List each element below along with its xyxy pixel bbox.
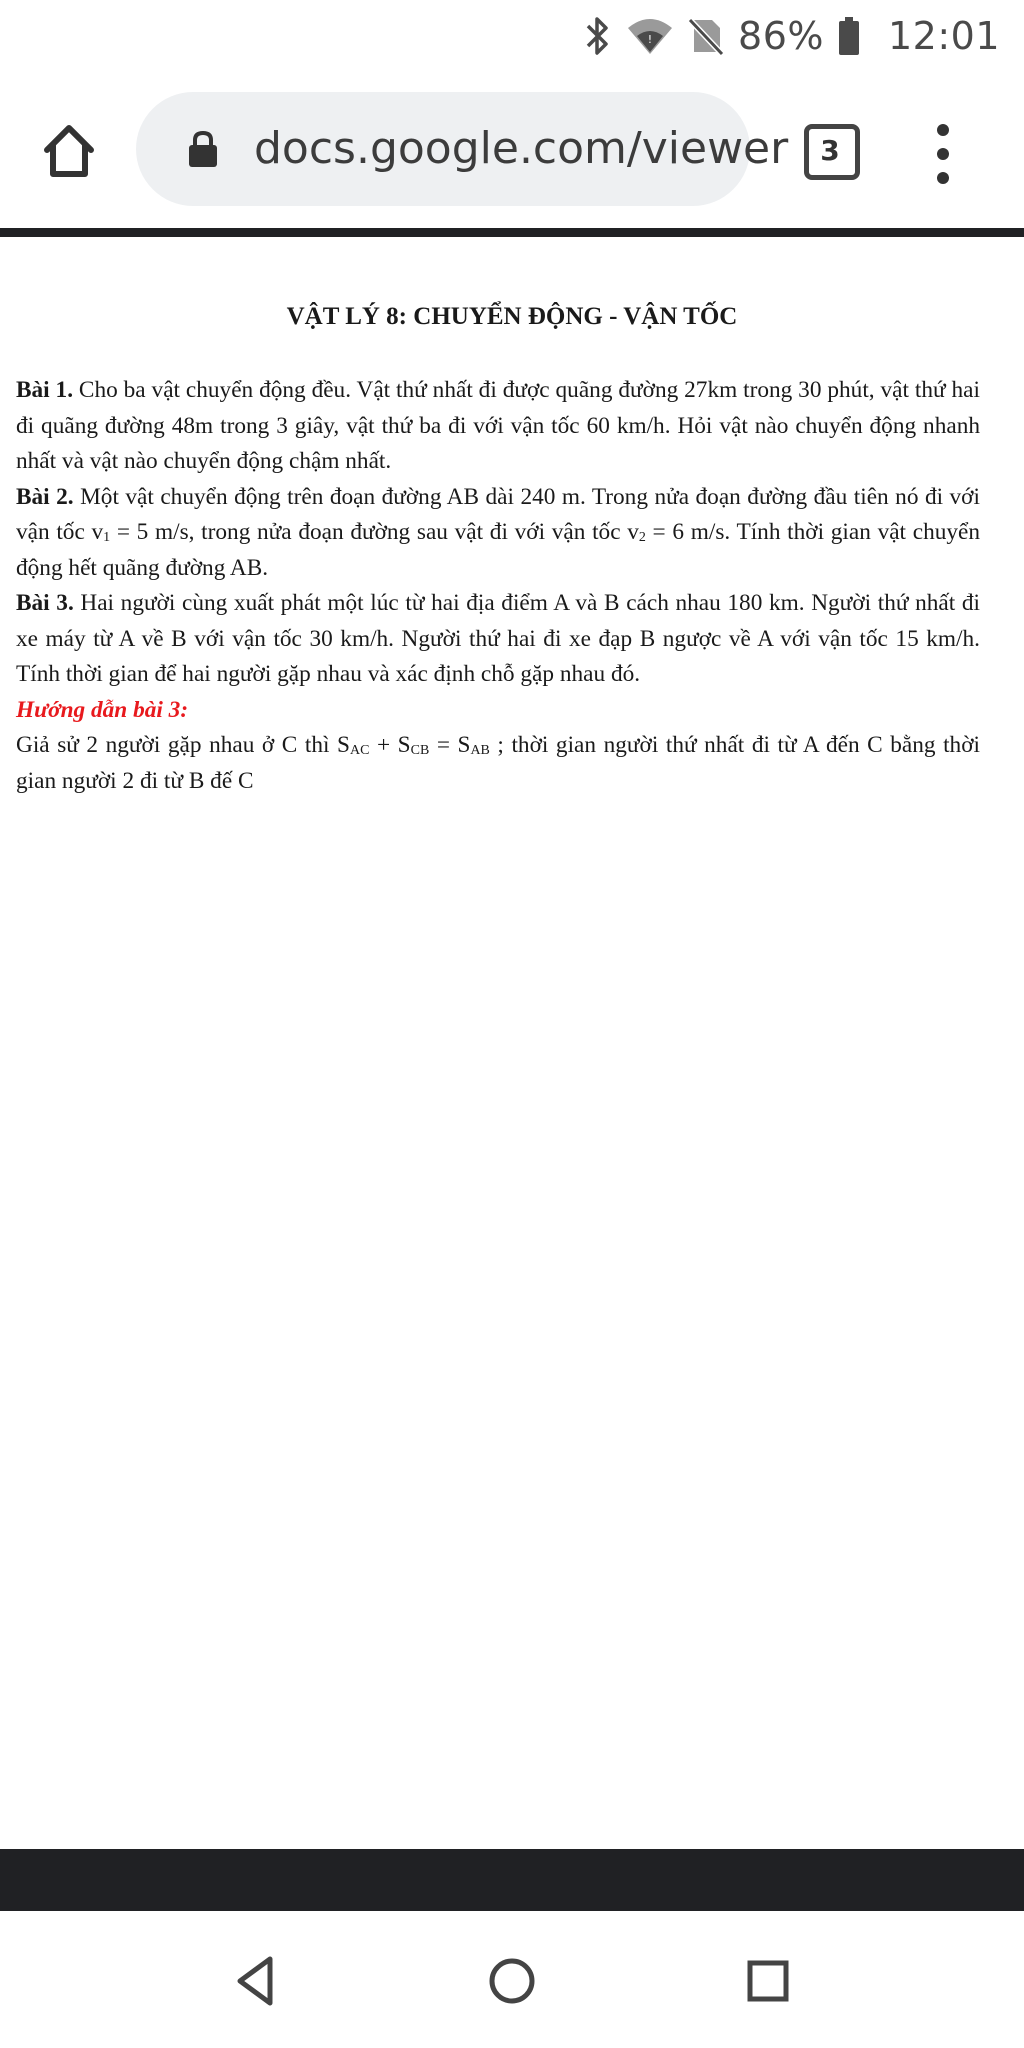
recents-icon: [738, 1951, 798, 2011]
nav-back-button[interactable]: [226, 1951, 286, 2011]
guide-text: [16, 728, 980, 799]
more-vert-icon: [928, 118, 958, 190]
subscript-ac: AC: [350, 743, 370, 758]
wifi-icon: [626, 16, 674, 56]
guide-heading: Hướng dẫn bài 3:: [16, 696, 189, 723]
subscript-ab: AB: [470, 743, 490, 758]
guide-text-a: Giả sử 2 người gặp nhau ở C thì S: [16, 732, 351, 758]
tab-count: 3: [820, 133, 840, 167]
exercise-2-text-a: Một vật chuyển động trên đoạn đường AB dài 240 m. Trong nửa đoạn đường đầu tiên nó đi với vận tốc v: [16, 483, 980, 545]
status-icons: [584, 12, 1000, 60]
exercise-3-label: Bài 3.: [16, 590, 74, 616]
toolbar-divider: [0, 228, 1024, 237]
lock-icon: [188, 130, 218, 168]
browser-toolbar: [0, 72, 1024, 228]
viewer-bottom-band: [0, 1849, 1024, 1911]
subscript-1: 1: [103, 530, 111, 545]
battery-icon: [838, 16, 860, 56]
url-text[interactable]: docs.google.com/viewer: [254, 123, 789, 174]
exercise-2: [16, 480, 980, 587]
exercise-1-label: Bài 1.: [16, 377, 74, 403]
tab-switcher-button[interactable]: [800, 120, 860, 180]
home-icon: [39, 120, 99, 180]
exercise-1-text: Cho ba vật chuyển động đều. Vật thứ nhất đi được quãng đường 27km trong 30 phút, vật thứ hai đi quãng đường 48m trong 3 giây, vật thứ ba đi với vận tốc 60 km/h. Hỏi vật nào chuyển động nhanh nhất và vật nào chuyển động chậm nhất.: [16, 377, 980, 474]
no-sim-icon: [688, 16, 724, 56]
document-body: [16, 373, 980, 799]
battery-percent: 86%: [738, 14, 824, 58]
exercise-1: [16, 373, 980, 480]
nav-recents-button[interactable]: [738, 1951, 798, 2011]
exercise-2-text-c: = 6 m/s. Tính thời gian vật chuyển động hết quãng đường AB.: [16, 519, 980, 581]
url-bar[interactable]: [136, 92, 789, 206]
svg-text:!: !: [647, 33, 653, 46]
document-title: VẬT LÝ 8: CHUYỂN ĐỘNG - VẬN TỐC: [286, 303, 738, 330]
subscript-2: 2: [638, 530, 646, 545]
exercise-3: [16, 586, 980, 693]
guide-text-b: + S: [369, 732, 411, 758]
exercise-3-text: Hai người cùng xuất phát một lúc từ hai địa điểm A và B cách nhau 180 km. Người thứ nhất đi xe máy từ A về B với vận tốc 30 km/h. Người thứ hai đi xe đạp B ngược về A với vận tốc 15 km/h. Tính thời gian để hai người gặp nhau và xác định chỗ gặp nhau đó.: [16, 590, 980, 687]
back-icon: [226, 1951, 286, 2011]
guide-text-d: ; thời gian người thứ nhất đi từ A đến C bằng thời gian người 2 đi từ B đế C: [16, 732, 980, 794]
guide-heading-line: [16, 693, 980, 729]
document-viewer[interactable]: [0, 237, 1024, 1849]
guide-text-c: = S: [429, 732, 471, 758]
home-circle-icon: [482, 1951, 542, 2011]
exercise-2-text-b: = 5 m/s, trong nửa đoạn đường sau vật đi với vận tốc v: [110, 519, 639, 545]
status-bar: [0, 0, 1024, 72]
system-nav-bar: [0, 1911, 1024, 2048]
home-button[interactable]: [36, 112, 102, 188]
clock-time: 12:01: [887, 14, 1000, 58]
exercise-2-label: Bài 2.: [16, 483, 74, 510]
nav-home-button[interactable]: [482, 1951, 542, 2011]
subscript-cb: CB: [410, 743, 430, 758]
more-menu-button[interactable]: [928, 118, 958, 190]
bluetooth-icon: [584, 16, 612, 56]
